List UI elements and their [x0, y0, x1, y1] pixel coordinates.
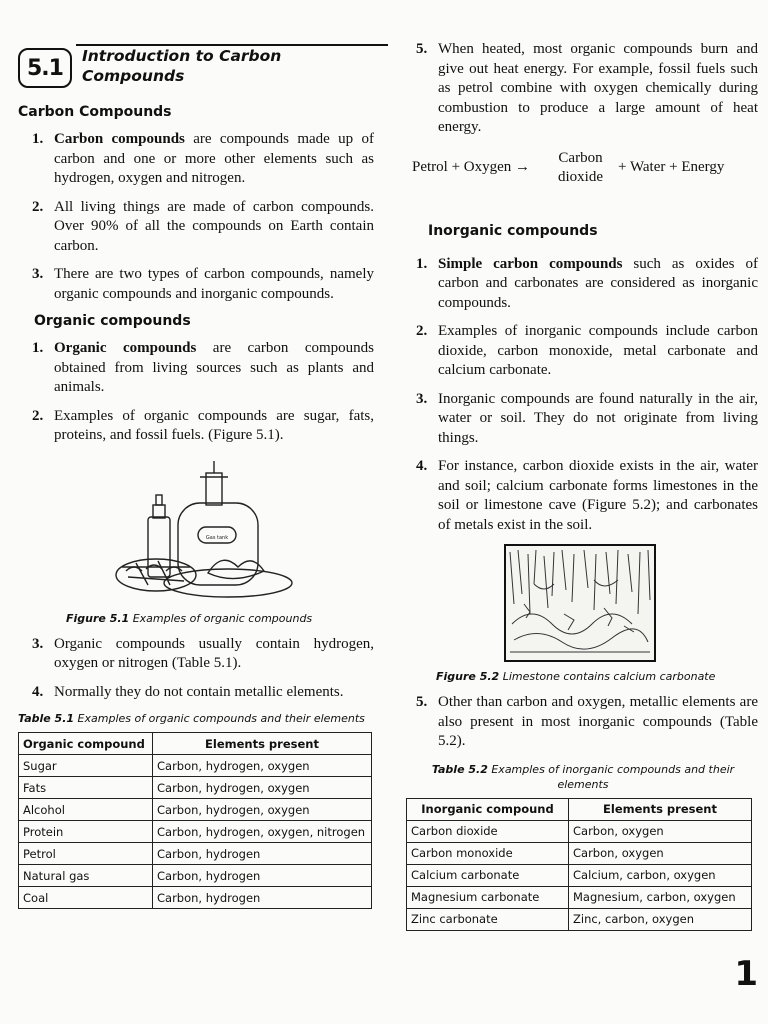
table-header-row: [407, 798, 752, 820]
table-cell: Coal: [19, 887, 153, 909]
figure-organic-compounds: [18, 455, 374, 610]
carbon-compounds-list: [18, 130, 374, 304]
table-row: [19, 843, 372, 865]
table-cell: Protein: [19, 821, 153, 843]
table-cell: Carbon, oxygen: [569, 842, 752, 864]
table-cell: Carbon monoxide: [407, 842, 569, 864]
list-item: 3. Inorganic compounds are found naturally in the air, water or soil. They do not originate from living things.: [416, 390, 758, 446]
list-item: 1. Organic compounds are carbon compounds obtained from living sources such as plants and animals.: [32, 340, 374, 395]
table-row: [407, 864, 752, 886]
table-row: [19, 865, 372, 887]
table-cell: Calcium, carbon, oxygen: [569, 864, 752, 886]
table-header-cell: Elements present: [153, 733, 372, 755]
table-cell: Zinc, carbon, oxygen: [569, 908, 752, 930]
table-cell: Carbon, hydrogen: [153, 865, 372, 887]
table-row: [19, 777, 372, 799]
table-cell: Alcohol: [19, 799, 153, 821]
table-header-cell: Elements present: [569, 798, 752, 820]
table-cell: Carbon, hydrogen, oxygen, nitrogen: [153, 821, 372, 843]
list-item: 4. For instance, carbon dioxide exists in the air, water and soil; calcium carbonate forms limestones in the soil or limestone cave (Figure 5.2); and carbonates of metals exist in the soil.: [416, 458, 758, 533]
table-cell: Carbon, hydrogen, oxygen: [153, 755, 372, 777]
organic-compounds-list-continued: [18, 635, 374, 703]
table-row: [407, 886, 752, 908]
equation-product-carbon-dioxide: Carbon dioxide: [558, 149, 603, 185]
list-item: 1. Simple carbon compounds such as oxides of carbon and carbonates are considered as inorganic compounds.: [416, 255, 758, 311]
combustion-equation: [408, 147, 758, 199]
heading-inorganic-compounds: Inorganic compounds: [428, 222, 598, 239]
table-cell: Calcium carbonate: [407, 864, 569, 886]
table-cell: Carbon, oxygen: [569, 820, 752, 842]
organic-compounds-list-item-5: [408, 40, 758, 138]
organic-compounds-list: [18, 339, 374, 446]
equation-products: + Water + Energy: [618, 158, 725, 175]
table-row: [19, 799, 372, 821]
figure-limestone: [504, 544, 656, 662]
table-header-row: [19, 733, 372, 755]
table-cell: Sugar: [19, 755, 153, 777]
table-row: [19, 821, 372, 843]
table-cell: Zinc carbonate: [407, 908, 569, 930]
figure-5-2-caption: Figure 5.2 Limestone contains calcium carbonate: [436, 670, 716, 683]
list-item: 3. There are two types of carbon compounds, namely organic compounds and inorganic compounds.: [32, 266, 374, 302]
page-number: 1: [734, 954, 758, 994]
table-row: [19, 887, 372, 909]
plate-shape: [164, 569, 292, 597]
table-cell: Carbon, hydrogen: [153, 843, 372, 865]
table-cell: Natural gas: [19, 865, 153, 887]
list-item: 4. Normally they do not contain metallic elements.: [32, 683, 344, 700]
gas-tank-shape: [178, 503, 258, 585]
table-row: [407, 820, 752, 842]
limestone-cave-photo: [504, 544, 656, 662]
heading-carbon-compounds: Carbon Compounds: [18, 104, 172, 120]
basket-shape: [116, 559, 196, 591]
organic-compounds-table: [18, 732, 372, 909]
table-5-1-caption: Table 5.1 Examples of organic compounds and their elements: [18, 712, 365, 725]
table-cell: Magnesium carbonate: [407, 886, 569, 908]
table-cell: Magnesium, carbon, oxygen: [569, 886, 752, 908]
table-5-2-caption: Table 5.2 Examples of inorganic compounds and their elements: [431, 762, 735, 791]
section-number-badge: 5.1: [18, 48, 72, 88]
list-item: 5. When heated, most organic compounds burn and give out heat energy. For example, fossil fuels such as petrol combine with oxygen chemically during combustion to produce a large amount of heat energy.: [416, 41, 758, 135]
right-column: [408, 40, 758, 931]
inorganic-compounds-table: [406, 798, 752, 931]
organic-compounds-illustration: [18, 455, 374, 605]
list-item: 2. Examples of organic compounds are sugar, fats, proteins, and fossil fuels. (Figure 5.1).: [32, 407, 374, 443]
table-header-cell: Inorganic compound: [407, 798, 569, 820]
list-item: 5. Other than carbon and oxygen, metallic elements are also present in most inorganic compounds (Table 5.2).: [416, 694, 758, 749]
figure-5-1-caption: Figure 5.1 Examples of organic compounds: [66, 611, 313, 625]
left-column: [18, 40, 374, 909]
gas-valve-shape: [206, 473, 222, 505]
table-row: [407, 908, 752, 930]
table-row: [19, 755, 372, 777]
inorganic-compounds-list-continued: [408, 693, 758, 752]
oil-bottle-shape: [148, 517, 170, 577]
list-item: 2. Examples of inorganic compounds include carbon dioxide, carbon monoxide, metal carbonate and calcium carbonate.: [416, 323, 758, 378]
heading-organic-compounds: Organic compounds: [34, 313, 191, 329]
list-item: 1. Carbon compounds are compounds made up of carbon and one or more other elements such as hydrogen, oxygen and nitrogen.: [32, 131, 374, 186]
table-cell: Carbon, hydrogen, oxygen: [153, 799, 372, 821]
list-item: 3. Organic compounds usually contain hydrogen, oxygen or nitrogen (Table 5.1).: [32, 635, 374, 671]
gas-tank-label: Gas tank: [205, 534, 229, 541]
inorganic-compounds-list: [408, 255, 758, 536]
table-row: [407, 842, 752, 864]
list-item: 2. All living things are made of carbon compounds. Over 90% of all the compounds on Earth contain carbon.: [32, 198, 374, 254]
table-cell: Carbon dioxide: [407, 820, 569, 842]
table-cell: Fats: [19, 777, 153, 799]
table-cell: Carbon, hydrogen: [153, 887, 372, 909]
table-cell: Carbon, hydrogen, oxygen: [153, 777, 372, 799]
equation-reactants: Petrol + Oxygen →: [412, 158, 531, 175]
section-title: Introduction to Carbon Compounds: [82, 47, 282, 85]
section-header: [18, 40, 374, 98]
table-header-cell: Organic compound: [19, 733, 153, 755]
table-cell: Petrol: [19, 843, 153, 865]
